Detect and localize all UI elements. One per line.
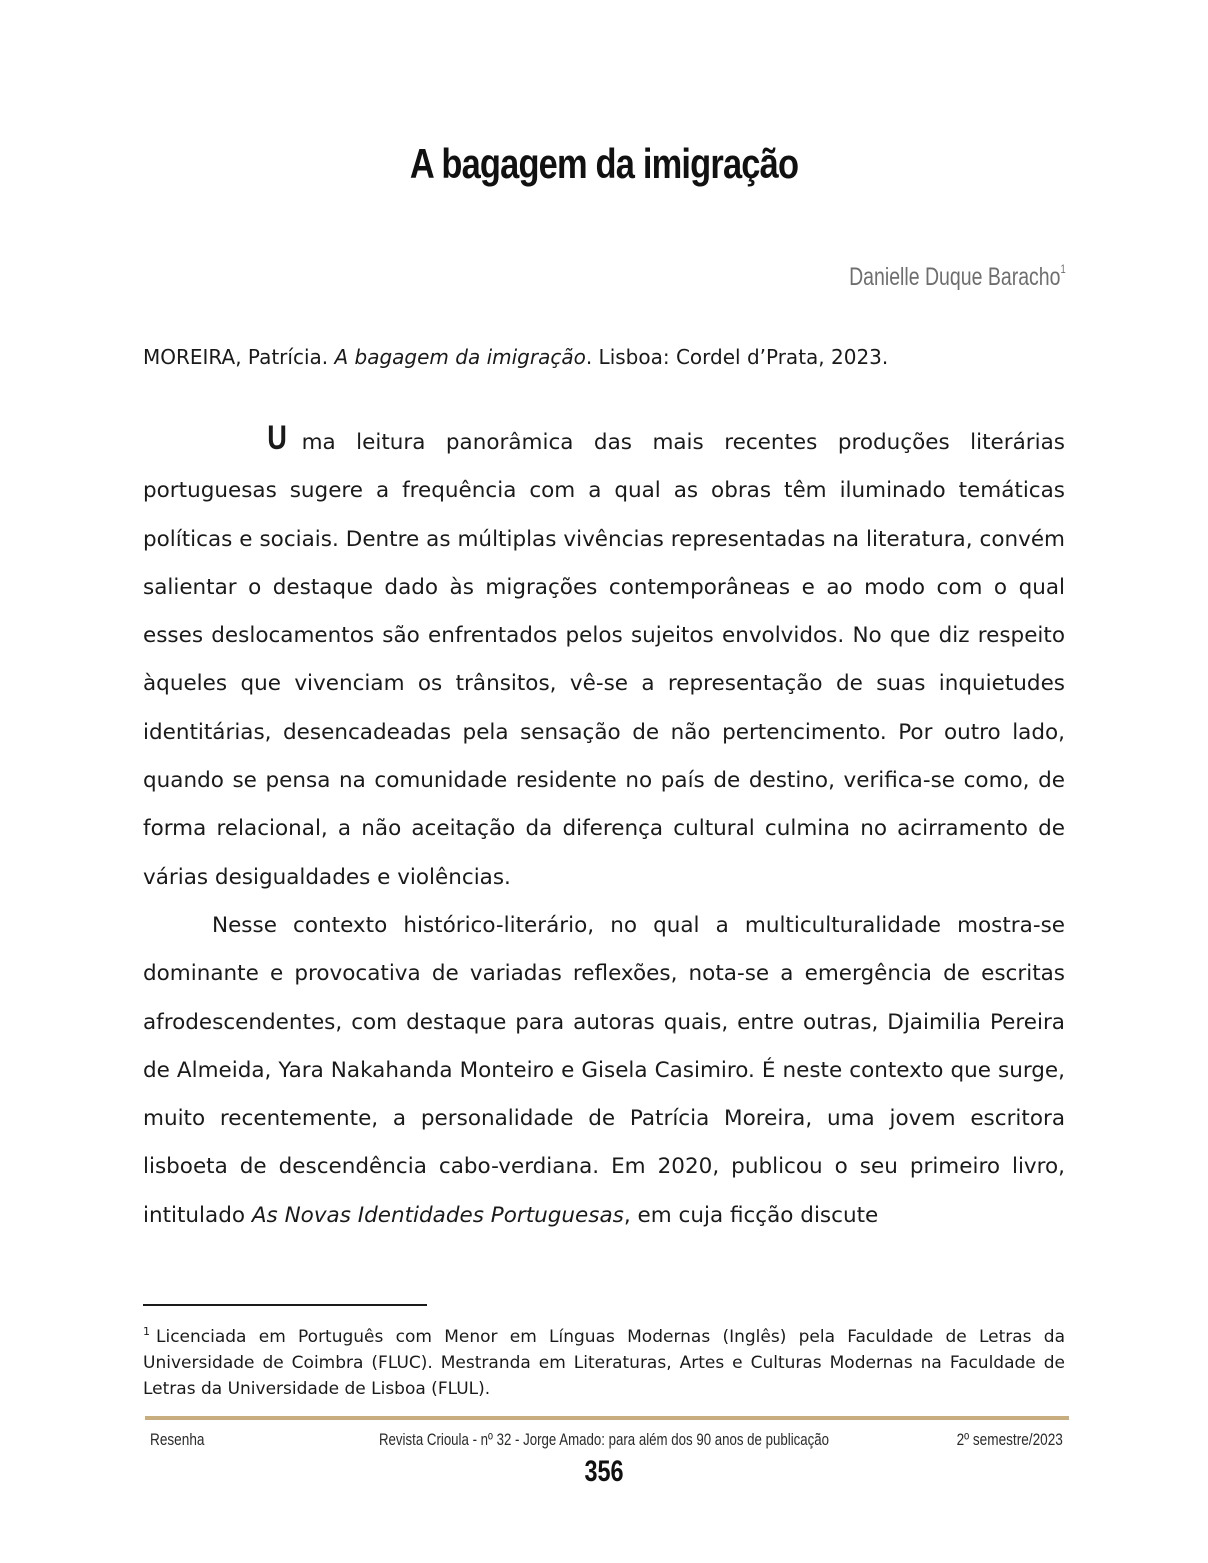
footnote-separator bbox=[143, 1304, 427, 1306]
author-name bbox=[849, 262, 1066, 292]
page-title: A bagagem da imigração bbox=[409, 140, 799, 187]
paragraph-1 bbox=[143, 419, 1065, 902]
reference-prefix: MOREIRA, Patrícia. bbox=[143, 345, 335, 369]
footer-rule bbox=[145, 1416, 1069, 1420]
paragraph-2-text-a: Nesse contexto histórico-literário, no qual a multiculturalidade mostra-se dominante e provocativa de variadas reflexões, nota-se a emergência de escritas afrodescendentes, com destaque para autoras quais, entre outras, Djaimilia Pereira de Almeida, Yara Nakahanda Monteiro e Gisela Casimiro. É neste contexto que surge, muito recentemente, a personalidade de Patrícia Moreira, uma jovem escritora lisboeta de descendência cabo-verdiana. Em 2020, publicou o seu primeiro livro, intitulado bbox=[143, 912, 1065, 1228]
reference-book-title: A bagagem da imigração bbox=[334, 345, 586, 369]
footer-journal-info: Revista Crioula - nº 32 - Jorge Amado: para além dos 90 anos de publicação bbox=[378, 1430, 830, 1449]
article-body bbox=[143, 419, 1065, 1240]
footnote-text: Licenciada em Português com Menor em Línguas Modernas (Inglês) pela Faculdade de Letras da Universidade de Coimbra (FLUC). Mestranda em Literaturas, Artes e Culturas Modernas na Faculdade de Letras da Universidade de Lisboa (FLUL). bbox=[143, 1327, 1065, 1399]
author-name-text: Danielle Duque Baracho bbox=[849, 263, 1061, 291]
author-footnote-marker[interactable]: 1 bbox=[1060, 262, 1066, 276]
footer-semester: 2º semestre/2023 bbox=[956, 1430, 1063, 1449]
footnote-marker: 1 bbox=[143, 1325, 150, 1338]
page-number: 356 bbox=[584, 1455, 624, 1488]
footer-section-label: Resenha bbox=[150, 1430, 205, 1449]
paragraph-2-book-title: As Novas Identidades Portuguesas bbox=[251, 1202, 624, 1228]
bibliographic-reference bbox=[143, 345, 888, 369]
paragraph-2-text-b: , em cuja ficção discute bbox=[623, 1202, 879, 1228]
drop-cap: U bbox=[267, 419, 287, 457]
paragraph-1-text: ma leitura panorâmica das mais recentes produções literárias portuguesas sugere a frequência com a qual as obras têm iluminado temáticas políticas e sociais. Dentre as múltiplas vivências representadas na literatura, convém salientar o destaque dado às migrações contemporâneas e ao modo com o qual esses deslocamentos são enfrentados pelos sujeitos envolvidos. No que diz respeito àqueles que vivenciam os trânsitos, vê-se a representação de suas inquietudes identitárias, desencadeadas pela sensação de não pertencimento. Por outro lado, quando se pensa na comunidade residente no país de destino, verifica-se como, de forma relacional, a não aceitação da diferença cultural culmina no acirramento de várias desigualdades e violências. bbox=[143, 430, 1065, 890]
paragraph-2 bbox=[143, 902, 1065, 1240]
reference-suffix: . Lisboa: Cordel d’Prata, 2023. bbox=[585, 345, 889, 369]
footnote bbox=[143, 1319, 1065, 1402]
